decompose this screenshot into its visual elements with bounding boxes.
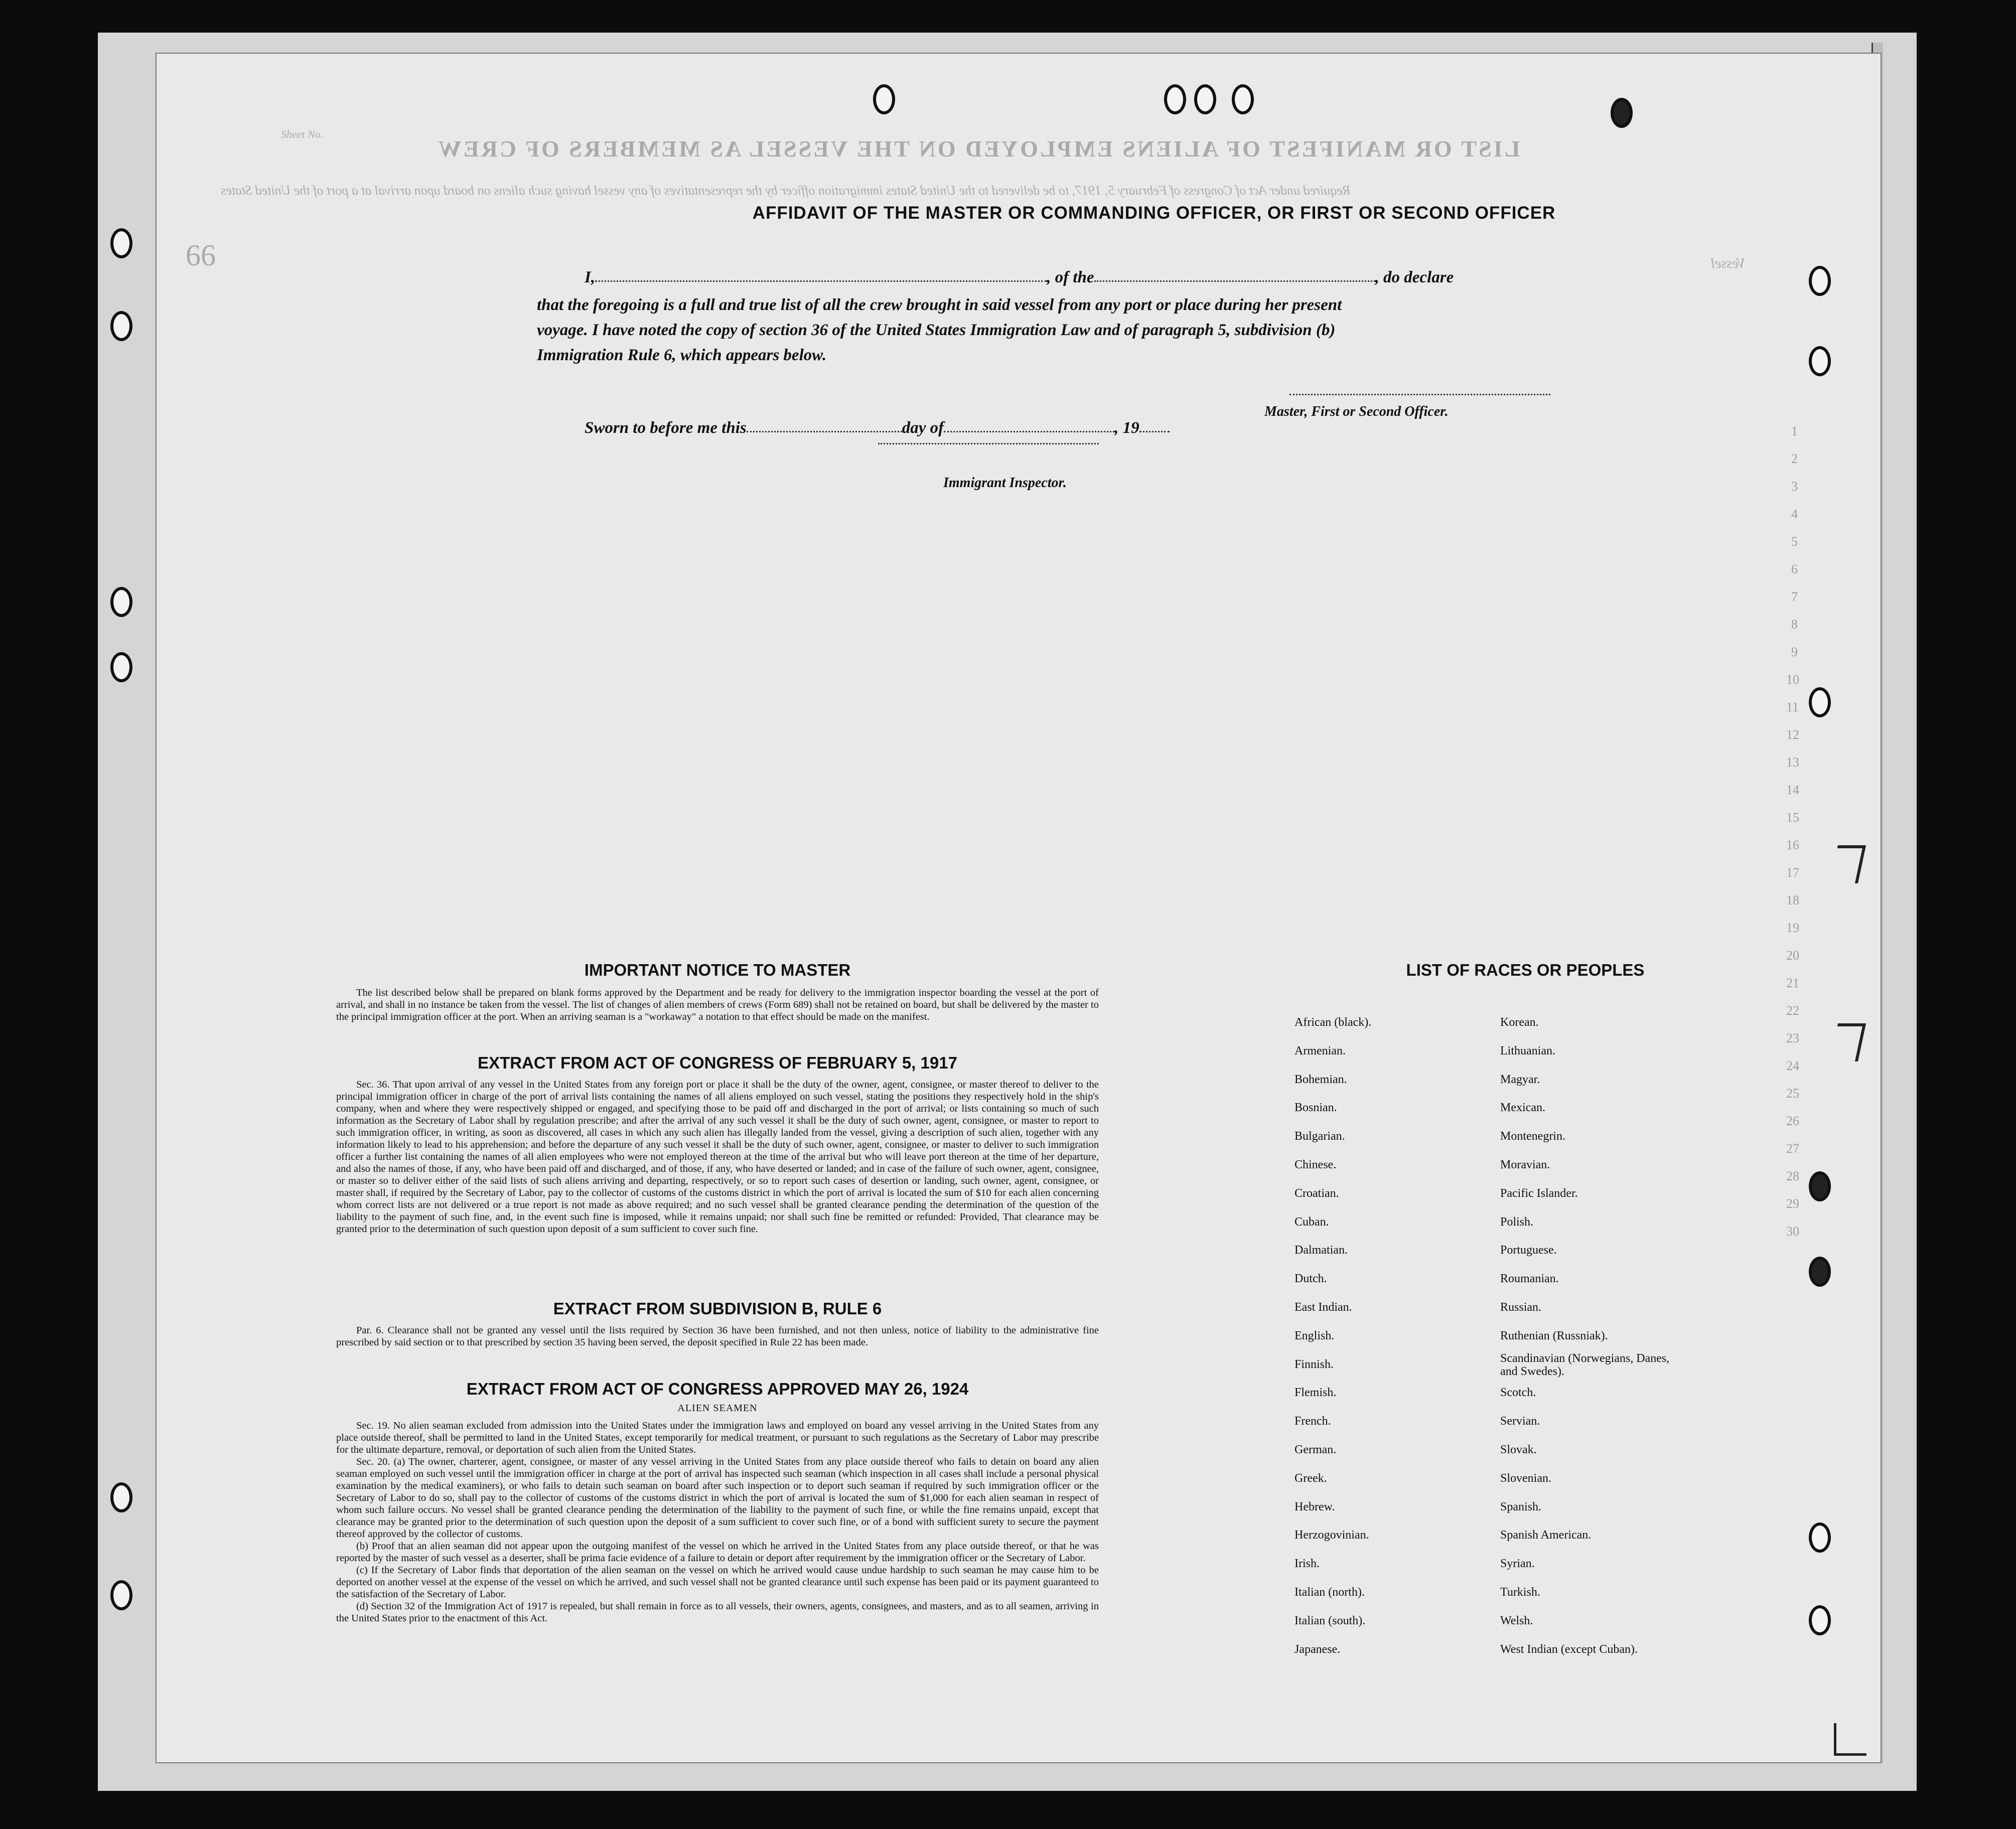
punch-hole	[873, 84, 895, 114]
race-item: Spanish American.	[1500, 1529, 1592, 1542]
race-item: Herzogovinian.	[1294, 1529, 1369, 1542]
race-item: Polish.	[1500, 1215, 1534, 1229]
race-item: Russian.	[1500, 1301, 1542, 1314]
race-item: Slovak.	[1500, 1443, 1537, 1456]
punch-hole	[1232, 84, 1254, 114]
race-item: Armenian.	[1294, 1044, 1346, 1057]
race-item: Finnish.	[1294, 1357, 1334, 1371]
race-item: Montenegrin.	[1500, 1130, 1565, 1143]
punch-hole	[110, 228, 132, 258]
race-item: Bohemian.	[1294, 1073, 1347, 1086]
race-item: Irish.	[1294, 1557, 1320, 1571]
race-item: Japanese.	[1294, 1642, 1341, 1656]
handwritten-mark	[1830, 845, 1866, 883]
race-item: Bosnian.	[1294, 1101, 1337, 1115]
punch-hole	[1809, 687, 1831, 717]
bleed-stamp-number: 66	[186, 239, 216, 272]
race-item: French.	[1294, 1415, 1331, 1428]
extract-1917-title: EXTRACT FROM ACT OF CONGRESS OF FEBRUARY 5, 1917	[478, 1053, 957, 1072]
race-item: Italian (south).	[1294, 1614, 1366, 1627]
race-item: Magyar.	[1500, 1073, 1540, 1086]
race-item: Greek.	[1294, 1471, 1327, 1485]
punch-hole	[1611, 98, 1633, 128]
race-item: Mexican.	[1500, 1101, 1545, 1115]
extract-1924-title: EXTRACT FROM ACT OF CONGRESS APPROVED MAY 26, 1924	[466, 1380, 969, 1398]
master-signature-label: Master, First or Second Officer.	[1264, 404, 1449, 419]
race-item: Dutch.	[1294, 1272, 1327, 1286]
race-item: Lithuanian.	[1500, 1044, 1555, 1057]
bleed-sheet-label: Sheet No.	[281, 128, 324, 140]
race-item: Pacific Islander.	[1500, 1186, 1578, 1200]
race-item: Chinese.	[1294, 1158, 1337, 1171]
race-item: Scotch.	[1500, 1386, 1536, 1400]
race-item: Turkish.	[1500, 1586, 1540, 1599]
punch-hole	[110, 311, 132, 341]
race-item: Spanish.	[1500, 1500, 1542, 1513]
affidavit-line-2: that the foregoing is a full and true list of all the crew brought in said vessel from any port or place during her present	[537, 296, 1342, 314]
punch-hole	[1809, 1171, 1831, 1201]
bleed-heading: LIST OR MANIFEST OF ALIENS EMPLOYED ON THE VESSEL AS MEMBERS OF CREW	[437, 136, 1520, 162]
affidavit-line-4: Immigration Rule 6, which appears below.	[537, 346, 827, 364]
race-item: Italian (north).	[1294, 1586, 1365, 1599]
punch-hole	[1809, 1605, 1831, 1635]
race-item: Flemish.	[1294, 1386, 1337, 1400]
race-item: Portuguese.	[1500, 1244, 1557, 1257]
race-item: Welsh.	[1500, 1614, 1533, 1627]
race-item: Roumanian.	[1500, 1272, 1559, 1286]
punch-hole	[1809, 1257, 1831, 1287]
extract-1924-text: Sec. 19. No alien seaman excluded from admission into the United States under the immigration laws and employed on board any vessel arriving in the United States from any place outside thereof, shall be permitted to land in the United States, except temporarily for medical treatment, or pursuant to such regulations as the Secretary of Labor may prescribe for the ultimate departure, removal, or deportation of such alien from the United States. Sec. 20. (a) The owner, charterer, agent, consignee, or master of any vessel arriving in the United States from any place outside thereof who fails to detain on board any alien seaman employed on such vessel until the immigration officer in charge at the port of arrival has inspected such seaman (which inspection in all cases shall include a personal physical examination by the medical examiners), or who fails to detain such seaman on board after such inspection or to deport such seaman if required by such immigration officer or the Secretary of Labor to do so, shall pay to the collector of customs of the customs district in which the port of arrival is located the sum of $1,000 for each alien seaman in respect of whom such failure occurs. No vessel shall be granted clearance pending the determination of the liability to the payment of such fine, or while the fine remains unpaid, except that clearance may be granted prior to the determination of such question upon the deposit of a sum sufficient to cover such fine, or of a bond with sufficient surety to secure the payment thereof approved by the collector of customs. (b) Proof that an alien seaman did not appear upon the outgoing manifest of the vessel on which he arrived in the United States from any place outside thereof, or that he was reported by the master of such vessel as a deserter, shall be prima facie evidence of a failure to detain or deport after requirement by the immigration officer or the Secretary of Labor. (c) If the Secretary of Labor finds that deportation of the alien seaman on the vessel on which he arrived would cause undue hardship to such seaman he may cause him to be deported on another vessel at the expense of the vessel on which he arrived, and such vessel shall not be granted clearance until such expense has been paid or its payment guaranteed to the satisfaction of the Secretary of Labor. (d) Section 32 of the Immigration Act of 1917 is repealed, but shall remain in force as to all vessels, their owners, agents, consignees, and masters, and as to all seamen, arriving in the United States prior to the enactment of this Act.	[336, 1420, 1099, 1624]
race-item: Moravian.	[1500, 1158, 1550, 1171]
race-item: Scandinavian (Norwegians, Danes, and Swedes).	[1500, 1351, 1670, 1378]
race-item: West Indian (except Cuban).	[1500, 1642, 1638, 1656]
race-item: East Indian.	[1294, 1301, 1352, 1314]
bleed-subheading: Required under Act of Congress of February 5, 1917, to be delivered to the United States immigration officer by the representatives of any vessel having such aliens on board upon arrival at a port of the United States	[221, 183, 1351, 198]
extract-rule6-text: Par. 6. Clearance shall not be granted any vessel until the lists required by Section 36 have been furnished, and not then unless, notice of liability to the administrative fine prescribed by said section or to that prescribed by section 35 having been served, the deposit specified in Rule 22 has been made.	[336, 1325, 1099, 1348]
handwritten-mark	[1834, 1723, 1866, 1756]
punch-hole	[110, 652, 132, 682]
bleed-vessel-label: Vessel	[1711, 256, 1746, 271]
race-item: Croatian.	[1294, 1186, 1339, 1200]
race-item: Dalmatian.	[1294, 1244, 1348, 1257]
punch-hole	[1194, 84, 1216, 114]
handwritten-mark	[1830, 1023, 1866, 1061]
punch-hole	[1809, 266, 1831, 296]
punch-hole	[1164, 84, 1186, 114]
affidavit-line-3: voyage. I have noted the copy of section 36 of the United States Immigration Law and of paragraph 5, subdivision (b)	[537, 321, 1336, 339]
race-item: Cuban.	[1294, 1215, 1329, 1229]
extract-rule6-title: EXTRACT FROM SUBDIVISION B, RULE 6	[553, 1299, 882, 1318]
punch-hole	[110, 1580, 132, 1610]
race-item: Hebrew.	[1294, 1500, 1335, 1513]
race-item: German.	[1294, 1443, 1337, 1456]
punch-hole	[110, 587, 132, 617]
extract-1924-subtitle: ALIEN SEAMEN	[677, 1403, 758, 1414]
punch-hole	[1809, 346, 1831, 376]
sworn-line: Sworn to before me this day of , 19	[585, 419, 1170, 437]
race-item: Syrian.	[1500, 1557, 1535, 1571]
inspector-signature-line	[878, 443, 1099, 444]
master-signature-line	[1289, 394, 1550, 395]
affidavit-title: AFFIDAVIT OF THE MASTER OR COMMANDING OFFICER, OR FIRST OR SECOND OFFICER	[752, 203, 1556, 223]
notice-title: IMPORTANT NOTICE TO MASTER	[584, 961, 851, 979]
race-item: Servian.	[1500, 1415, 1540, 1428]
affidavit-line-1: I, , of the , do declare	[585, 268, 1454, 286]
race-item: Ruthenian (Russniak).	[1500, 1329, 1608, 1342]
manifest-page: LIST OR MANIFEST OF ALIENS EMPLOYED ON THE VESSEL AS MEMBERS OF CREW Required under Act of Congress of February 5, 1917, to be delivered to the United States immigration officer by the representatives of any vessel having such aliens on board upon arrival at a port of the United States Vessel Sheet No. 66 1 2 3 4 5 6 7 8 9 10 11 12 13 14 15 16 17 18 19 20 21 22 23 24 25 26 27 28 29 30 AFFIDAVIT OF THE MASTER OR COMMANDING OFFICER, OR FIRST OR SECOND OFFICER I, , of the , do declare that the foregoing is a full and true list of all the crew brought in said vessel from any port or place during her present voyage. I have noted the copy of section 36 of the United States Immigration Law and of paragraph 5, subdivision (b) Immigration Rule 6, which appears below. Sworn to before me this day of , 19 Master, First or Second Officer. Immigrant Inspector. IMPORTANT NOTICE TO MASTER The list described below shall be prepared on blank forms approved by the Department and be ready for delivery to the immigration inspector boarding the vessel at the port of arrival, and shall in no instance be taken from the vessel. The list of changes of alien members of crews (Form 689) shall not be retained on board, but shall be delivered by the master to the principal immigration officer at the port. When an arriving seaman is a "workaway" a notation to that effect should be made on the manifest. EXTRACT FROM ACT OF CONGRESS OF FEBRUARY 5, 1917 Sec. 36. That upon arrival of any vessel in the United States from any foreign port or place it shall be the duty of the owner, agent, consignee, or master thereof to deliver to the principal immigration officer in charge of the port of arrival lists containing the names of all aliens employed on such vessel, stating the positions they respectively hold in the ship's company, when and where they were respectively shipped or engaged, and specifying those to be paid off and discharged in the port of arrival; or lists containing so much of such information as the Secretary of Labor shall by regulation prescribe; and after the arrival of any such vessel it shall be the duty of such owner, agent, consignee, or master to report to such immigration officer, in writing, as soon as discovered, all cases in which any such alien has illegally landed from the vessel, giving a description of such alien, together with any information likely to lead to his apprehension; and before the departure of any such vessel it shall be the duty of such owner, agent, consignee, or master to deliver to such immigration officer a further list containing the names of all alien employees who were not employed thereon at the time of the arrival but who will leave port thereon at the time of her departure, and also the names of those, if any, who have been paid off and discharged, and of those, if any, who have deserted or landed; and in case of the failure of such owner, agent, consignee, or master so to deliver either of the said lists of such aliens arriving and departing, respectively, or so to report such cases of desertion or landing, such owner, agent, consignee, or master shall, if required by the Secretary of Labor, pay to the collector of customs of the customs district in which the port of arrival is located the sum of $10 for each alien concerning whom correct lists are not delivered or a true report is not made as above required; and no such vessel shall be granted clearance pending the determination of the question of the liability to the payment of such fine, and, in the event such fine is imposed, while it remains unpaid; nor shall such fine be remitted or refunded: Provided, That clearance may be granted prior to the determination of such question upon deposit of a sum sufficient to cover such fine. EXTRACT FROM SUBDIVISION B, RULE 6 Par. 6. Clearance shall not be granted any vessel until the lists required by Section 36 have been furnished, and not then unless, notice of liability to the administrative fine prescribed by said section or to that prescribed by section 35 having been served, the deposit specified in Rule 22 has been made. EXTRACT FROM ACT OF CONGRESS APPROVED MAY 26, 1924 ALIEN SEAMEN Sec. 19. No alien seaman excluded from admission into the United States under the immigration laws and employed on board any vessel arriving in the United States from any place outside thereof, shall be permitted to land in the United States, except temporarily for medical treatment, or pursuant to such regulations as the Secretary of Labor may prescribe for the ultimate departure, removal, or deportation of such alien from the United States. Sec. 20. (a) The owner, charterer, agent, consignee, or master of any vessel arriving in the United States from any place outside thereof who fails to detain on board any alien seaman employed on such vessel until the immigration officer in charge at the port of arrival has inspected such seaman (which inspection in all cases shall include a personal physical examination by the medical examiners), or who fails to detain such seaman on board after such inspection or to deport such seaman if required by such immigration officer or the Secretary of Labor to do so, shall pay to the collector of customs of the customs district in which the port of arrival is located the sum of $1,000 for each alien seaman in respect of whom such failure occurs. No vessel shall be granted clearance pending the determination of the liability to the payment of such fine, or while the fine remains unpaid, except that clearance may be granted prior to the determination of such question upon the deposit of a sum sufficient to cover such fine, or of a bond with sufficient surety to secure the payment thereof approved by the collector of customs. (b) Proof that an alien seaman did not appear upon the outgoing manifest of the vessel on which he arrived in the United States from any place outside thereof, or that he was reported by the master of such vessel as a deserter, shall be prima facie evidence of a failure to detain or deport after requirement by the immigration officer or the Secretary of Labor. (c) If the Secretary of Labor finds that deportation of the alien seaman on the vessel on which he arrived would cause undue hardship to such seaman he may cause him to be deported on another vessel at the expense of the vessel on which he arrived, and such vessel shall not be granted clearance until such expense has been paid or its payment guaranteed to the satisfaction of the Secretary of Labor. (d) Section 32 of the Immigration Act of 1917 is repealed, but shall remain in force as to all vessels, their owners, agents, consignees, and masters, and as to all seamen, arriving in the United States prior to the enactment of this Act. LIST OF RACES OR PEOPLES African (black). Armenian. Bohemian. Bosnian. Bulgarian. Chinese. Croatian. Cuban. Dalmatian. Dutch. East Indian. English. Finnish. Flemish. French. German. Greek. Hebrew. Herzogovinian. Irish. Italian (north). Italian (south). Japanese. Korean. Lithuanian. Magyar. Mexican. Montenegrin. Moravian. Pacific Islander. Polish. Portuguese. Roumanian. Russian. Ruthenian (Russniak). Scandinavian (Norwegians, Danes, and Swedes). Scotch. Servian. Slovak. Slovenian. Spanish. Spanish American. Syrian. Turkish. Welsh. West Indian (except Cuban).	[156, 53, 1882, 1763]
punch-hole	[110, 1482, 132, 1512]
inspector-label: Immigrant Inspector.	[943, 475, 1067, 491]
extract-1917-text: Sec. 36. That upon arrival of any vessel in the United States from any foreign port or place it shall be the duty of the owner, agent, consignee, or master thereof to deliver to the principal immigration officer in charge of the port of arrival lists containing the names of all aliens employed on such vessel, stating the positions they respectively hold in the ship's company, when and where they were respectively shipped or engaged, and specifying those to be paid off and discharged in the port of arrival; or lists containing so much of such information as the Secretary of Labor shall by regulation prescribe; and after the arrival of any such vessel it shall be the duty of such owner, agent, consignee, or master to report to such immigration officer, in writing, as soon as discovered, all cases in which any such alien has illegally landed from the vessel, giving a description of such alien, together with any information likely to lead to his apprehension; and before the departure of any such vessel it shall be the duty of such owner, agent, consignee, or master to deliver to such immigration officer a further list containing the names of all alien employees who were not employed thereon at the time of the arrival but who will leave port thereon at the time of her departure, and also the names of those, if any, who have been paid off and discharged, and of those, if any, who have deserted or landed; and in case of the failure of such owner, agent, consignee, or master so to deliver either of the said lists of such aliens arriving and departing, respectively, or so to report such cases of desertion or landing, such owner, agent, consignee, or master shall, if required by the Secretary of Labor, pay to the collector of customs of the customs district in which the port of arrival is located the sum of $10 for each alien concerning whom correct lists are not delivered or a true report is not made as above required; and no such vessel shall be granted clearance pending the determination of the question of the liability to the payment of such fine, and, in the event such fine is imposed, while it remains unpaid; nor shall such fine be remitted or refunded: Provided, That clearance may be granted prior to the determination of such question upon deposit of a sum sufficient to cover such fine.	[336, 1079, 1099, 1235]
race-item: English.	[1294, 1329, 1335, 1342]
notice-text: The list described below shall be prepared on blank forms approved by the Department and be ready for delivery to the immigration inspector boarding the vessel at the port of arrival, and shall in no instance be taken from the vessel. The list of changes of alien members of crews (Form 689) shall not be retained on board, but shall be delivered by the master to the principal immigration officer at the port. When an arriving seaman is a "workaway" a notation to that effect should be made on the manifest.	[336, 987, 1099, 1022]
race-item: Korean.	[1500, 1016, 1539, 1029]
race-item: Bulgarian.	[1294, 1130, 1345, 1143]
races-title: LIST OF RACES OR PEOPLES	[1406, 961, 1645, 979]
punch-hole	[1809, 1522, 1831, 1553]
race-item: African (black).	[1294, 1016, 1372, 1029]
race-item: Slovenian.	[1500, 1471, 1551, 1485]
